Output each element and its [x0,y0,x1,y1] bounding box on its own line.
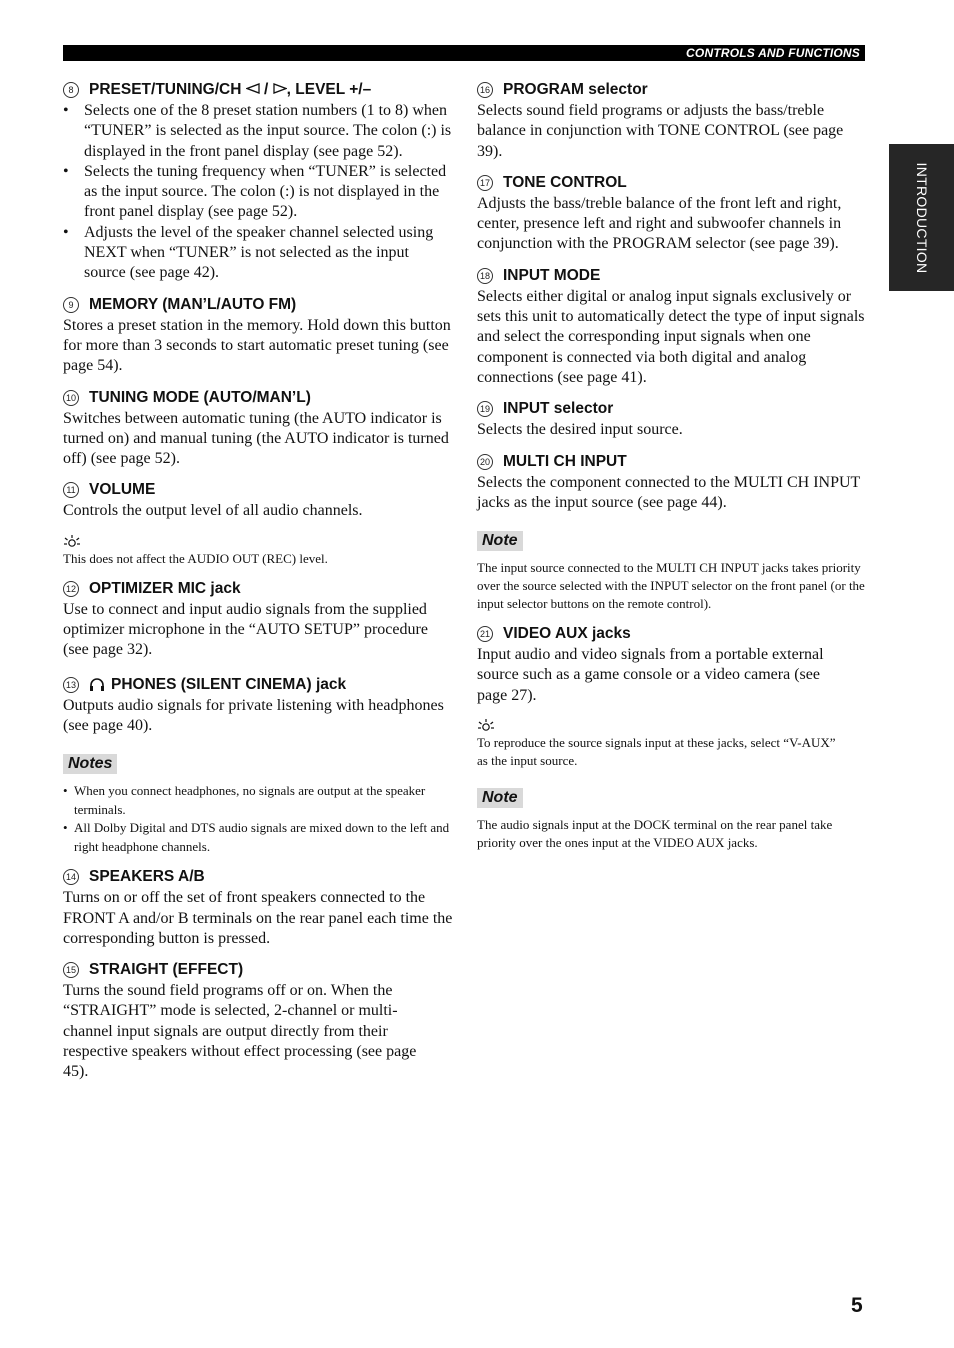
item-input-selector [477,398,869,440]
tip-lightbulb-icon [63,534,81,548]
item-program [477,79,869,162]
item-description: Adjusts the bass/treble balance of the front left and right, center, presence left and right and subwoofer channels in conjunction with the PROGRAM selector (see page 39). [477,194,842,253]
section-label: CONTROLS AND FUNCTIONS [686,46,860,60]
item-multi-ch-input [477,451,869,614]
section-header-bar [63,45,865,61]
item-bullets [63,101,453,284]
item-description: Input audio and video signals from a portable external source such as a game console or a video camera (see page 27). [477,646,824,704]
item-title: 14 SPEAKERS A/B [63,866,453,888]
triangle-left-icon [246,83,260,94]
note-item: • All Dolby Digital and DTS audio signals are mixed down to the left and right headphone channels. [63,819,453,856]
item-number: 10 [63,390,79,406]
item-title: 11 VOLUME [63,479,453,501]
item-number: 18 [477,268,493,284]
note-text: The input source connected to the MULTI CH INPUT jacks takes priority over the source selected with the INPUT selector on the front panel (or the input selector buttons on the remote control). [477,560,865,612]
note-badge: Note [477,788,523,808]
item-straight [63,959,453,1082]
item-number: 9 [63,297,79,313]
item-preset [63,79,453,284]
tip-text: To reproduce the source signals input at these jacks, select “V-AUX” as the input source. [477,735,836,769]
item-number: 13 [63,677,79,693]
notes-badge: Notes [63,754,117,774]
item-title: 12 OPTIMIZER MIC jack [63,578,453,600]
item-number: 20 [477,454,493,470]
item-description: Selects either digital or analog input signals exclusively or sets this unit to automatically detect the type of input signals and select the corresponding input signals when one component is connected via both digital and analog connections (see page 41). [477,287,865,386]
triangle-right-icon [273,83,287,94]
item-phones [63,674,453,857]
right-column [477,79,869,852]
item-number: 12 [63,581,79,597]
bullet-item: • Adjusts the level of the speaker channel selected using NEXT when “TUNER” is not selected as the input source (see page 42). [63,223,453,284]
item-title: 17 TONE CONTROL [477,172,869,194]
notes-list [63,782,453,856]
item-title: 18 INPUT MODE [477,265,869,287]
headphones-icon [89,677,105,691]
item-number: 15 [63,962,79,978]
item-description: Outputs audio signals for private listening with headphones (see page 40). [63,696,444,734]
item-number: 17 [477,175,493,191]
bullet-item: • Selects one of the 8 preset station numbers (1 to 8) when “TUNER” is selected as the input source. The colon (:) is displayed in the front panel display (see page 52). [63,101,453,162]
item-title: 15 STRAIGHT (EFFECT) [63,959,453,981]
item-memory [63,294,453,377]
item-input-mode [477,265,869,388]
tip-lightbulb-icon [477,718,495,732]
item-title: 20 MULTI CH INPUT [477,451,869,473]
item-tone-control [477,172,869,255]
item-tuning-mode [63,387,453,470]
item-speakers [63,866,453,949]
page-number: 5 [851,1294,863,1317]
item-description: Use to connect and input audio signals from the supplied optimizer microphone in the “AUTO SETUP” procedure (see page 32). [63,600,428,659]
note-text: The audio signals input at the DOCK terminal on the rear panel take priority over the ones input at the VIDEO AUX jacks. [477,817,833,851]
item-description: Selects sound field programs or adjusts the bass/treble balance in conjunction with TONE CONTROL (see page 39). [477,102,844,160]
bullet-item: • Selects the tuning frequency when “TUNER” is selected as the input source. The colon (:) is not displayed in the front panel display (see page 52). [63,162,453,223]
note-item: • When you connect headphones, no signals are output at the speaker terminals. [63,782,453,819]
item-title: 10 TUNING MODE (AUTO/MAN’L) [63,387,453,409]
item-description: Controls the output level of all audio channels. [63,502,363,520]
item-description: Selects the component connected to the MULTI CH INPUT jacks as the input source (see page 44). [477,473,861,511]
item-description: Turns the sound field programs off or on. When the “STRAIGHT” mode is selected, 2-channel or multi-channel input signals are output directly from their respective speakers without effect processing (see page 45). [63,982,417,1081]
note-badge: Note [477,531,523,551]
item-title: 16 PROGRAM selector [477,79,869,101]
chapter-side-tab [889,144,954,291]
item-description: Turns on or off the set of front speakers connected to the FRONT A and/or B terminals on the rear panel each time the corresponding button is pressed. [63,889,453,947]
item-optimizer [63,578,453,661]
item-title: 19 INPUT selector [477,398,869,420]
item-description: Switches between automatic tuning (the AUTO indicator is turned on) and manual tuning (the AUTO indicator is turned off) (see page 52). [63,409,449,468]
chapter-label: INTRODUCTION [913,162,930,273]
item-number: 19 [477,401,493,417]
item-video-aux [477,623,869,852]
item-title: 21 VIDEO AUX jacks [477,623,869,645]
item-number: 14 [63,869,79,885]
item-number: 21 [477,626,493,642]
item-description: Selects the desired input source. [477,421,683,439]
item-number: 16 [477,82,493,98]
item-volume [63,479,453,567]
tip-text: This does not affect the AUDIO OUT (REC) level. [63,550,328,566]
item-number: 8 [63,82,79,98]
item-title: 13 PHONES (SILENT CINEMA) jack [63,674,453,696]
item-title: 9 MEMORY (MAN’L/AUTO FM) [63,294,453,316]
item-description: Stores a preset station in the memory. Hold down this button for more than 3 seconds to start automatic preset tuning (see page 54). [63,316,451,375]
item-title: 8 PRESET/TUNING/CH / , LEVEL +/– [63,79,453,101]
left-column [63,79,453,1083]
item-number: 11 [63,482,79,498]
